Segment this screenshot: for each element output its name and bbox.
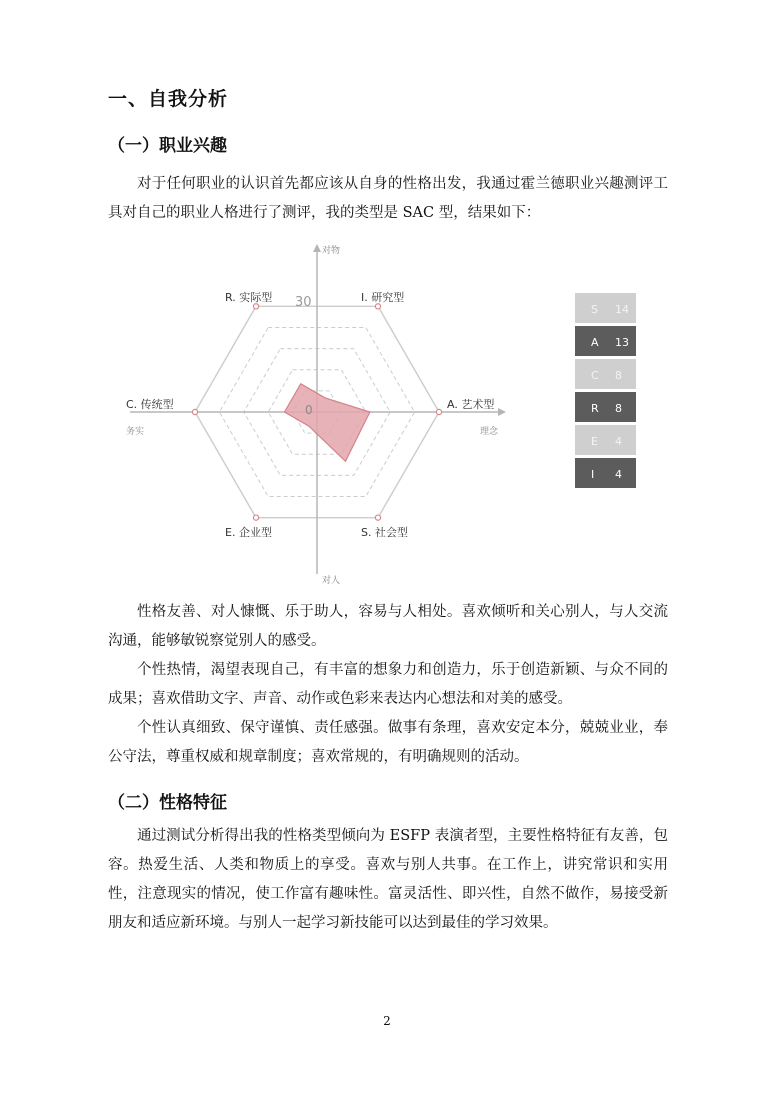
scale-label-min: 0 [305, 403, 313, 417]
axis-label-right: 理念 [480, 427, 499, 437]
vertex-marker [436, 409, 441, 414]
vertex-label-enterprising: E. 企业型 [225, 526, 272, 539]
score-code: S [591, 303, 598, 316]
score-value: 4 [615, 435, 622, 448]
vertex-marker [375, 304, 380, 309]
horizontal-axis-arrow [498, 408, 506, 416]
score-cell [575, 359, 636, 389]
section-title: 一、自我分析 [108, 88, 229, 110]
score-value: 14 [615, 303, 629, 316]
intro-paragraph: 对于任何职业的认识首先都应该从自身的性格出发，我通过霍兰德职业兴趣测评工具对自己的职业人格进行了测评，我的类型是 SAC 型，结果如下： [108, 176, 668, 221]
scale-label-max: 30 [295, 295, 312, 310]
score-value: 13 [615, 336, 629, 349]
paragraph-social: 性格友善、对人慷慨、乐于助人，容易与人相处。喜欢倾听和关心别人，与人交流沟通，能够敏锐察觉别人的感受。 [108, 604, 668, 649]
vertical-axis-arrow [313, 244, 321, 252]
paragraph-conventional: 个性认真细致、保守谨慎、责任感强。做事有条理，喜欢安定本分，兢兢业业，奉公守法，尊重权威和规章制度；喜欢常规的，有明确规则的活动。 [108, 720, 668, 765]
paragraph-artistic: 个性热情，渴望表现自己，有丰富的想象力和创造力，乐于创造新颖、与众不同的成果；喜欢借助文字、声音、动作或色彩来表达内心想法和对美的感受。 [108, 662, 668, 707]
score-code: R [591, 402, 599, 415]
score-code: I [591, 468, 595, 481]
score-table [575, 293, 636, 488]
vertex-marker [192, 409, 197, 414]
score-cell [575, 392, 636, 422]
vertex-label-realistic: R. 实际型 [225, 291, 273, 304]
score-code: A [591, 336, 599, 349]
axis-label-bottom: 对人 [322, 576, 341, 586]
score-value: 4 [615, 468, 622, 481]
vertex-marker [375, 515, 380, 520]
vertex-label-investigative: I. 研究型 [361, 291, 405, 304]
subsection-title-personality: （二）性格特征 [108, 793, 227, 813]
axis-label-left: 务实 [126, 427, 145, 437]
subsection-title-interest: （一）职业兴趣 [108, 136, 227, 156]
score-code: E [591, 435, 598, 448]
axis-label-top: 对物 [322, 246, 341, 256]
radar-svg [108, 236, 668, 596]
score-value: 8 [615, 402, 622, 415]
score-value: 8 [615, 369, 622, 382]
score-code: C [591, 369, 599, 382]
vertex-label-artistic: A. 艺术型 [447, 398, 495, 411]
score-cell [575, 458, 636, 488]
vertex-marker [253, 304, 258, 309]
vertex-label-conventional: C. 传统型 [126, 398, 174, 411]
score-cell [575, 425, 636, 455]
vertex-label-social: S. 社会型 [361, 526, 408, 539]
score-polygon [284, 384, 369, 461]
holland-radar-chart [108, 236, 668, 596]
vertex-marker [253, 515, 258, 520]
paragraph-personality: 通过测试分析得出我的性格类型倾向为 ESFP 表演者型，主要性格特征有友善，包容。热爱生活、人类和物质上的享受。喜欢与别人共事。在工作上，讲究常识和实用性，注意现实的情况，使工作富有趣味性。富灵活性、即兴性，自然不做作，易接受新朋友和适应新环境。与别人一起学习新技能可以达到最佳的学习效果。 [108, 828, 668, 931]
page-number: 2 [383, 1014, 391, 1028]
